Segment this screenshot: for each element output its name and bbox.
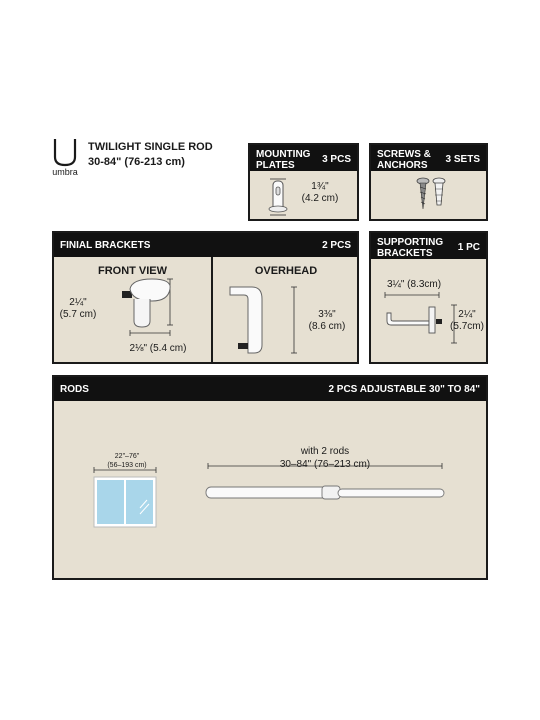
rods-title: RODS: [60, 384, 89, 395]
brand-name: umbra: [52, 167, 78, 177]
front-view-height: 2¼": [69, 297, 87, 308]
umbra-logo: [50, 137, 80, 179]
screws-title-1: SCREWS &: [377, 149, 431, 160]
supporting-width: 3¼" (8.3cm): [386, 279, 442, 290]
rod-length-dimension: [206, 461, 446, 471]
front-view-label: FRONT VIEW: [97, 265, 168, 277]
overhead-depth: 3⅜": [318, 309, 336, 320]
screws-qty: 3 SETS: [445, 154, 480, 165]
mounting-plate-height: 1¾": [311, 181, 329, 192]
mounting-plates-title-1: MOUNTING: [256, 149, 311, 160]
supporting-bracket-icon: [379, 291, 449, 341]
rod-caption: with 2 rods: [300, 446, 350, 457]
product-size: 30-84" (76-213 cm): [88, 156, 185, 168]
mounting-plate-height-cm: (4.2 cm): [301, 193, 339, 204]
rod-icon: [202, 482, 452, 502]
screws-title-2: ANCHORS: [377, 160, 428, 171]
mounting-plates-panel: [248, 143, 359, 221]
supporting-brackets-panel: [369, 231, 488, 364]
supporting-height-cm: (5.7cm): [450, 321, 484, 332]
overhead-label: OVERHEAD: [254, 265, 318, 277]
rods-qty: 2 PCS ADJUSTABLE 30" TO 84": [328, 384, 480, 395]
supporting-title-2: BRACKETS: [377, 248, 433, 259]
product-title: TWILIGHT SINGLE ROD: [88, 141, 213, 153]
mounting-plates-qty: 3 PCS: [322, 154, 351, 165]
finial-brackets-qty: 2 PCS: [322, 240, 351, 251]
mounting-plates-title-2: PLATES: [256, 160, 295, 171]
umbra-logo-mark-icon: [50, 137, 80, 169]
rods-panel: [52, 375, 488, 580]
finial-brackets-title: FINIAL BRACKETS: [60, 240, 151, 251]
front-view-width: 2⅛" (5.4 cm): [129, 343, 187, 354]
screws-anchors-header: [371, 145, 486, 171]
supporting-qty: 1 PC: [457, 242, 480, 253]
rods-header: [54, 377, 486, 401]
mounting-plates-header: [250, 145, 357, 171]
screw-icon: [415, 177, 431, 213]
finial-bracket-overhead-icon: [224, 283, 314, 363]
front-view-height-cm: (5.7 cm): [59, 309, 97, 320]
anchor-icon: [431, 177, 447, 213]
finial-brackets-header: [54, 233, 357, 257]
window-width-cm: (56–193 cm): [107, 462, 147, 469]
supporting-title-1: SUPPORTING: [377, 237, 444, 248]
window-width: 22"–76": [114, 453, 140, 460]
rod-length: 30–84" (76–213 cm): [279, 459, 371, 470]
screws-anchors-panel: [369, 143, 488, 221]
overhead-depth-cm: (8.6 cm): [308, 321, 346, 332]
supporting-height: 2¼": [458, 309, 476, 320]
window-icon: [92, 470, 162, 540]
supporting-brackets-header: [371, 233, 486, 259]
finial-brackets-panel: [52, 231, 359, 364]
